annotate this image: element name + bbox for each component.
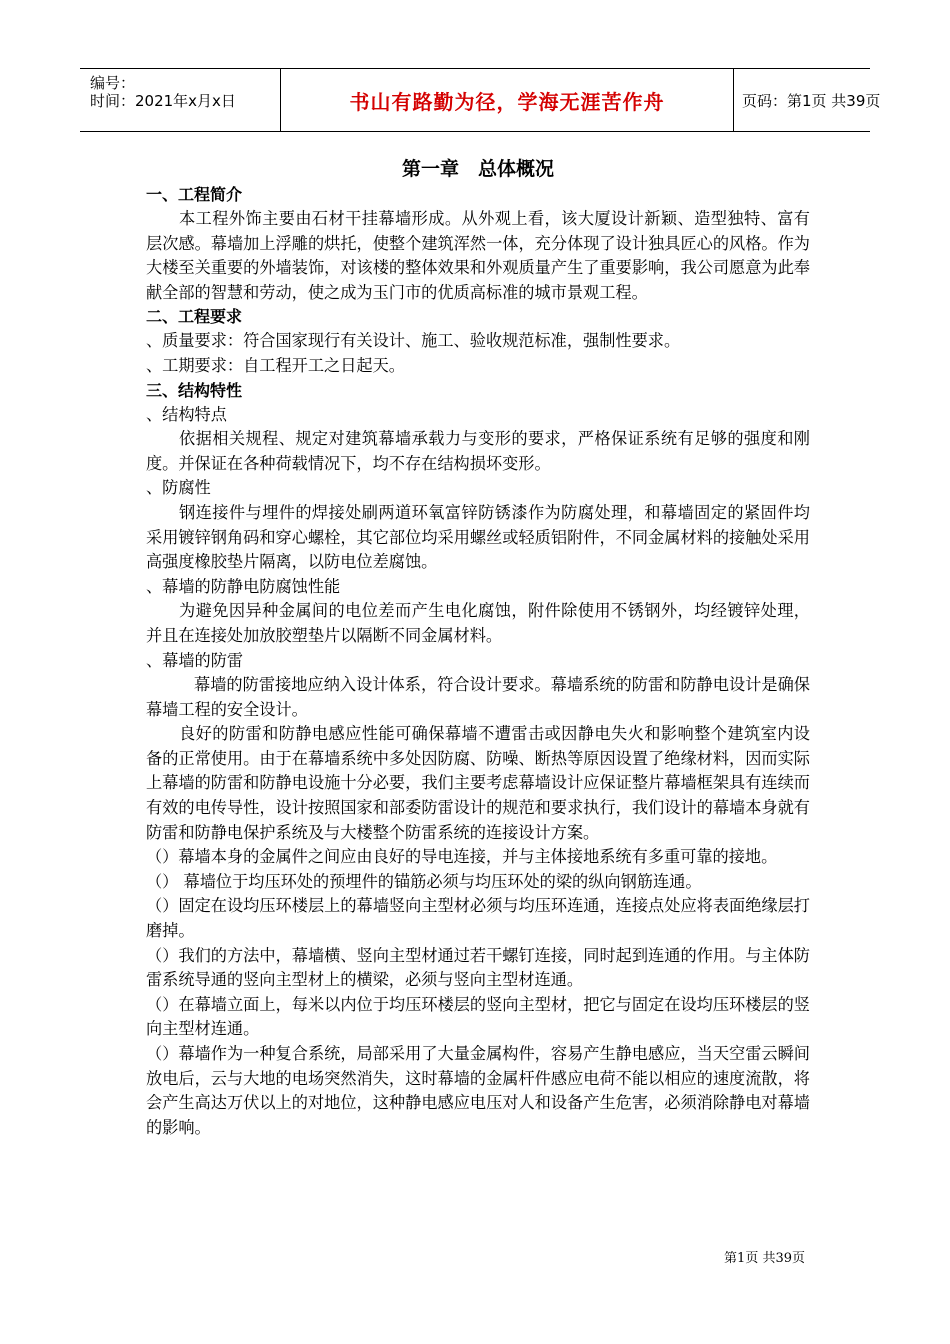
numbered-item: （） 幕墙位于均压环处的预埋件的锚筋必须与均压环处的梁的纵向钢筋连通。 — [146, 871, 702, 891]
page-header — [80, 68, 881, 132]
subsection-heading: 、幕墙的防静电防腐蚀性能 — [146, 576, 341, 596]
numbered-item: （）在幕墙立面上，每米以内位于均压环楼层的竖向主型材，把它与固定在设均压环楼层的竖向主型材连通。 — [146, 994, 810, 1039]
header-motto: 书山有路勤为径，学海无涯苦作舟 — [349, 89, 665, 114]
paragraph: 为避免因异种金属间的电位差而产生电化腐蚀，附件除使用不锈钢外，均经镀锌处理，并且在连接处加放胶塑垫片以隔断不同金属材料。 — [146, 601, 810, 645]
document-number-label: 编号： — [90, 74, 136, 92]
section-heading: 二、工程要求 — [146, 307, 243, 327]
header-meta — [80, 69, 280, 131]
list-item: 、工期要求：自工程开工之日起天。 — [146, 355, 405, 375]
numbered-item: （）幕墙本身的金属件之间应由良好的导电连接，并与主体接地系统有多重可靠的接地。 — [146, 847, 778, 867]
page-footer: 第1页 共39页 — [724, 1251, 805, 1266]
header-page-number: 页码：第1页 共39页 — [742, 91, 881, 110]
subsection-heading: 、防腐性 — [146, 478, 211, 498]
document-date-label: 时间：2021年x月x日 — [90, 92, 236, 110]
numbered-item: （）我们的方法中，幕墙横、竖向主型材通过若干螺钉连接，同时起到连通的作用。与主体防雷系统导通的竖向主型材上的横梁，必须与竖向主型材连通。 — [146, 945, 810, 990]
document-body — [146, 155, 810, 1140]
list-item: 、质量要求：符合国家现行有关设计、施工、验收规范标准，强制性要求。 — [146, 331, 681, 351]
paragraph: 钢连接件与埋件的焊接处刷两道环氧富锌防锈漆作为防腐处理，和幕墙固定的紧固件均采用镀锌钢角码和穿心螺栓，其它部位均采用螺丝或轻质铝附件，不同金属材料的接触处采用高强度橡胶垫片隔离，以防电位差腐蚀。 — [146, 502, 810, 572]
subsection-heading: 、幕墙的防雷 — [146, 650, 244, 670]
subsection-heading: 、结构特点 — [146, 404, 227, 424]
chapter-title: 第一章 总体概况 — [401, 158, 554, 180]
numbered-item: （）固定在设均压环楼层上的幕墙竖向主型材必须与均压环连通，连接点处应将表面绝缘层打磨掉。 — [146, 896, 810, 941]
section-heading: 一、工程简介 — [146, 185, 243, 204]
paragraph: 幕墙的防雷接地应纳入设计体系，符合设计要求。幕墙系统的防雷和防静电设计是确保幕墙工程的安全设计。 — [146, 675, 810, 719]
paragraph: 本工程外饰主要由石材干挂幕墙形成。从外观上看，该大厦设计新颖、造型独特、富有层次感。幕墙加上浮雕的烘托，使整个建筑浑然一体，充分体现了设计独具匠心的风格。作为大楼至关重要的外墙装饰，对该楼的整体效果和外观质量产生了重要影响，我公司愿意为此奉献全部的智慧和劳动，使之成为玉门市的优质高标准的城市景观工程。 — [146, 209, 810, 302]
paragraph: 依据相关规程、规定对建筑幕墙承载力与变形的要求，严格保证系统有足够的强度和刚度。并保证在各种荷载情况下，均不存在结构损坏变形。 — [146, 429, 810, 473]
header-motto-cell — [280, 69, 734, 131]
paragraph: 良好的防雷和防静电感应性能可确保幕墙不遭雷击或因静电失火和影响整个建筑室内设备的正常使用。由于在幕墙系统中多处因防腐、防噪、断热等原因设置了绝缘材料，因而实际上幕墙的防雷和防静电设施十分必要，我们主要考虑幕墙设计应保证整片幕墙框架具有连续而有效的电传导性，设计按照国家和部委防雷设计的规范和要求执行，我们设计的幕墙本身就有防雷和防静电保护系统及与大楼整个防雷系统的连接设计方案。 — [146, 724, 810, 842]
section-heading: 三、结构特性 — [146, 380, 243, 400]
numbered-item: （）幕墙作为一种复合系统，局部采用了大量金属构件，容易产生静电感应，当天空雷云瞬间放电后，云与大地的电场突然消失，这时幕墙的金属杆件感应电荷不能以相应的速度流散，将会产生高达万伏以上的对地位，这种静电感应电压对人和设备产生危害，必须消除静电对幕墙的影响。 — [146, 1044, 810, 1137]
